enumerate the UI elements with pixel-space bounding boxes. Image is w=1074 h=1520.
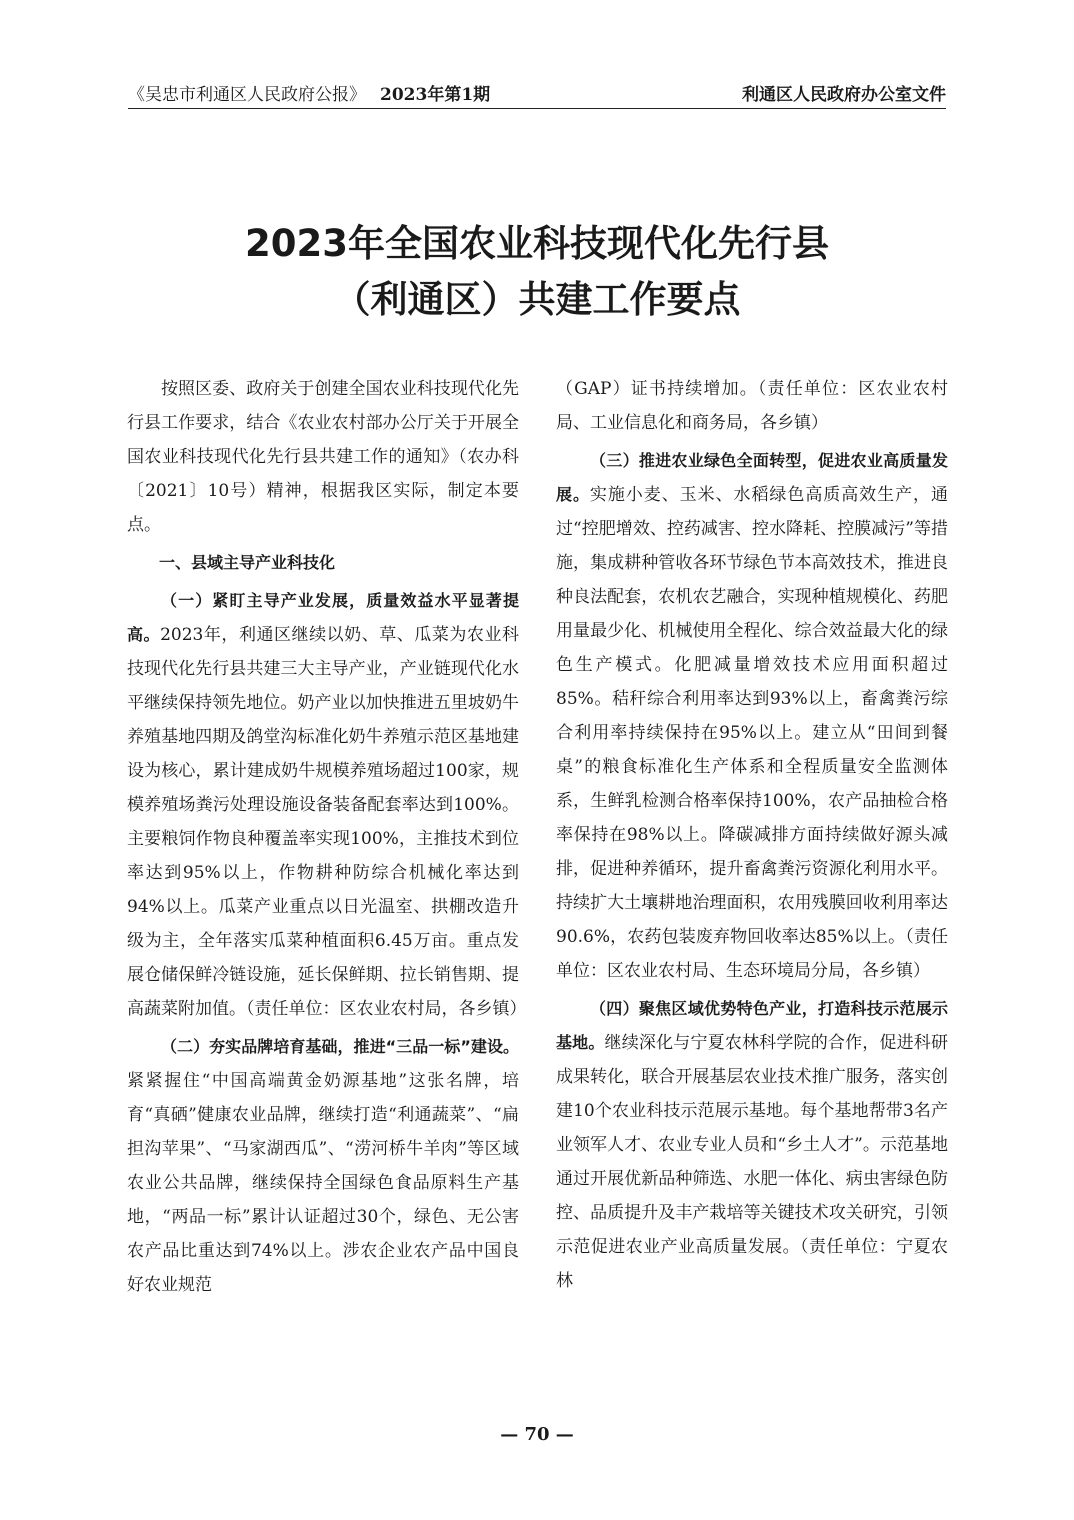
item-2-heading: （二）夯实品牌培育基础，推进“三品一标”建设。 (161, 1037, 519, 1056)
page-header (128, 78, 946, 109)
item-2-body: 紧紧握住“中国高端黄金奶源基地”这张名牌，培育“真硒”健康农业品牌，继续打造“利通蔬菜”、“扁担沟苹果”、“马家湖西瓜”、“涝河桥牛羊肉”等区域农业公共品牌，继续保持全国绿色食品原料生产基地，“两品一标”累计认证超过30个，绿色、无公害农产品比重达到74%以上。涉农企业农产品中国良好农业规范 (127, 1071, 519, 1295)
left-column (127, 372, 527, 1306)
item-4-heading: （四）聚焦区域优势特色产业，打造科技示范展示基地。 (556, 999, 948, 1052)
office-label: 利通区人民政府办公室文件 (742, 85, 946, 105)
document-title (0, 216, 1074, 328)
header-publication-block (128, 80, 490, 105)
continuation-paragraph: （GAP）证书持续增加。（责任单位：区农业农村局、工业信息化和商务局，各乡镇） (556, 379, 948, 433)
right-column (556, 372, 948, 1302)
publication-name: 《吴忠市利通区人民政府公报》 (128, 85, 366, 105)
intro-paragraph: 按照区委、政府关于创建全国农业科技现代化先行县工作要求，结合《农业农村部办公厅关于开展全国农业科技现代化先行县共建工作的通知》（农办科〔2021〕10号）精神，根据我区实际，制定本要点。 (127, 379, 519, 535)
item-4-paragraph (556, 992, 948, 1298)
title-line-1: 2023年全国农业科技现代化先行县 (245, 222, 829, 265)
issue-label: 2023年第1期 (380, 85, 491, 105)
item-3-heading: （三）推进农业绿色全面转型，促进农业高质量发展。 (556, 451, 948, 504)
section-heading-1: 一、县域主导产业科技化 (159, 553, 336, 572)
title-line-2: （利通区）共建工作要点 (333, 278, 741, 321)
item-1-paragraph (127, 584, 527, 1026)
item-2-paragraph (127, 1030, 519, 1302)
item-1-heading: （一）紧盯主导产业发展，质量效益水平显著提高。 (127, 591, 519, 644)
item-3-body: 实施小麦、玉米、水稻绿色高质高效生产，通过“控肥增效、控药减害、控水降耗、控膜减污”等措施，集成耕种管收各环节绿色节本高效技术，推进良种良法配套，农机农艺融合，实现种植规模化、药肥用量最少化、机械使用全程化、综合效益最大化的绿色生产模式。化肥减量增效技术应用面积超过85%。秸秆综合利用率达到93%以上，畜禽粪污综合利用率持续保持在95%以上。建立从“田间到餐桌”的粮食标准化生产体系和全程质量安全监测体系，生鲜乳检测合格率保持100%，农产品抽检合格率保持在98%以上。降碳减排方面持续做好源头减排，促进种养循环，提升畜禽粪污资源化利用水平。持续扩大土壤耕地治理面积，农用残膜回收利用率达90.6%，农药包装废弃物回收率达85%以上。（责任单位：区农业农村局、生态环境局分局，各乡镇） (556, 485, 948, 981)
item-3-paragraph (556, 444, 948, 988)
item-1-body: 2023年，利通区继续以奶、草、瓜菜为农业科技现代化先行县共建三大主导产业，产业链现代化水平继续保持领先地位。奶产业以加快推进五里坡奶牛养殖基地四期及鸽堂沟标准化奶牛养殖示范区基地建设为核心，累计建成奶牛规模养殖场超过100家，规模养殖场粪污处理设施设备装备配套率达到100%。主要粮饲作物良种覆盖率实现100%，主推技术到位率达到95%以上，作物耕种防综合机械化率达到94%以上。瓜菜产业重点以日光温室、拱棚改造升级为主，全年落实瓜菜种植面积6.45万亩。重点发展仓储保鲜冷链设施，延长保鲜期、拉长销售期、提高蔬菜附加值。（责任单位：区农业农村局，各乡镇） (127, 625, 527, 1019)
item-4-body: 继续深化与宁夏农林科学院的合作，促进科研成果转化，联合开展基层农业技术推广服务，落实创建10个农业科技示范展示基地。每个基地帮带3名产业领军人才、农业专业人员和“乡土人才”。示范基地通过开展优新品种筛选、水肥一体化、病虫害绿色防控、品质提升及丰产栽培等关键技术攻关研究，引领示范促进农业产业高质量发展。（责任单位：宁夏农林 (556, 1033, 948, 1291)
page-number: — 70 — (500, 1424, 574, 1445)
